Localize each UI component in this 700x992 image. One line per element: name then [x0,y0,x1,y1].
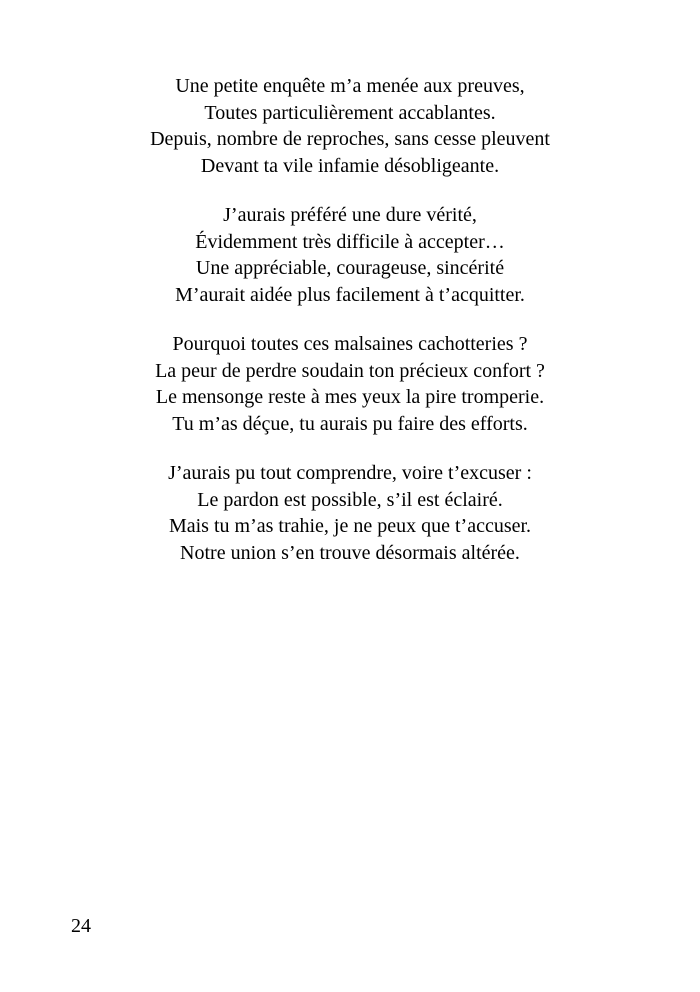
poem-line: La peur de perdre soudain ton précieux confort ? [155,359,545,382]
poem [0,73,700,589]
poem-line: J’aurais pu tout comprendre, voire t’excuser : [168,462,532,484]
poem-line: Depuis, nombre de reproches, sans cesse pleuvent [150,128,550,150]
poem-line: J’aurais préféré une dure vérité, [223,204,477,226]
stanza-2 [0,202,700,308]
stanza-3 [0,331,700,437]
poem-line: Une appréciable, courageuse, sincérité [195,257,505,279]
poem-line: Le mensonge reste à mes yeux la pire tromperie. [155,386,545,408]
poem-line: Une petite enquête m’a menée aux preuves, [175,75,525,97]
poem-line: Tu m’as déçue, tu aurais pu faire des efforts. [172,412,528,435]
poem-line: Évidemment très difficile à accepter… [195,230,505,253]
poem-line: Devant ta vile infamie désobligeante. [200,154,500,177]
poem-line: Mais tu m’as trahie, je ne peux que t’accuser. [168,515,532,537]
stanza-1 [0,73,700,179]
poem-line: Pourquoi toutes ces malsaines cachotteries ? [172,333,528,355]
poem-line: M’aurait aidée plus facilement à t’acquitter. [175,283,525,306]
poem-line: Le pardon est possible, s’il est éclairé. [197,488,503,511]
poem-line: Toutes particulièrement accablantes. [204,101,496,124]
page-number: 24 [71,915,91,937]
poem-line: Notre union s’en trouve désormais altérée. [180,541,520,564]
stanza-4 [0,460,700,566]
